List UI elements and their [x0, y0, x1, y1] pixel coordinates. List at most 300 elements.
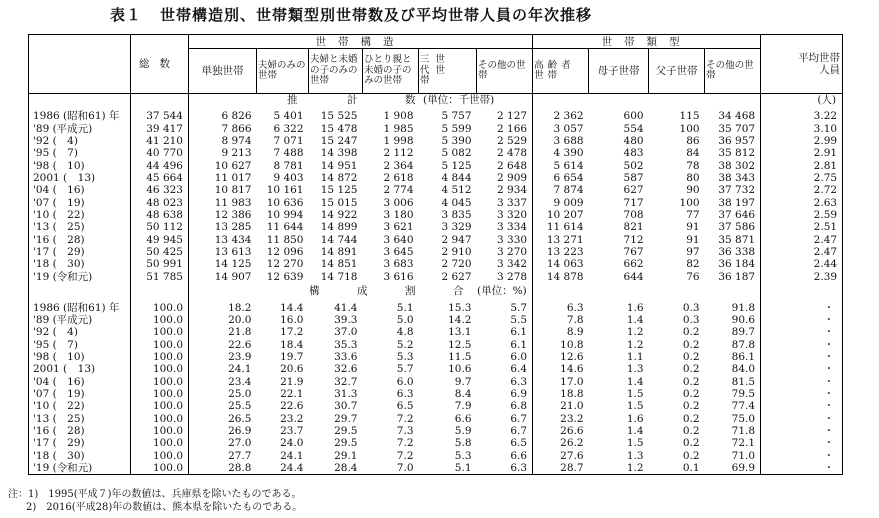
- table-cell: 7 866: [221, 122, 252, 135]
- table-cell: 2.63: [761, 197, 843, 209]
- table-cell: 26.2: [560, 437, 584, 450]
- table-cell: 5.0: [396, 313, 414, 326]
- caption-ratio-c: 割: [405, 285, 416, 298]
- table-cell: 17.0: [560, 375, 584, 388]
- table-row: [29, 351, 843, 363]
- table-cell: 2 362: [553, 110, 584, 123]
- table-cell: 5.1: [419, 462, 477, 475]
- table-cell: 3 330: [477, 234, 533, 246]
- caption-ratio-b: 成: [357, 285, 368, 298]
- table-row: [29, 400, 843, 412]
- table-cell: 4 045: [441, 196, 472, 209]
- table-row: [29, 413, 843, 425]
- row-year: '16 ( 28): [29, 425, 131, 437]
- table-cell: 29.5: [334, 437, 358, 450]
- section-caption-ratio: [29, 285, 843, 297]
- table-cell: 23.2: [280, 412, 304, 425]
- table-cell: 1 908: [383, 110, 414, 123]
- table-body: [29, 94, 843, 475]
- table-cell: 0.2: [682, 424, 700, 437]
- row-year: '18 ( 30): [29, 258, 131, 270]
- table-cell: 40 770: [131, 147, 189, 159]
- table-cell: 80: [686, 172, 700, 185]
- table-cell: 6.6: [454, 412, 472, 425]
- table-cell: 2.51: [761, 221, 843, 233]
- table-cell: 1.5: [626, 387, 644, 400]
- table-cell: 13 223: [546, 246, 584, 259]
- table-cell: 2.44: [761, 258, 843, 270]
- table-cell: 51 785: [131, 271, 189, 285]
- table-cell: 24.1: [280, 449, 304, 462]
- table-cell: 22.6: [280, 400, 304, 413]
- table-cell: 41 210: [131, 135, 189, 147]
- table-cell: 10 636: [266, 196, 304, 209]
- table-cell: 1.6: [626, 301, 644, 314]
- header-avg-members: [761, 35, 843, 94]
- table-cell: 5.3: [396, 350, 414, 363]
- table-cell: 5 390: [441, 135, 472, 148]
- table-cell: 100.0: [131, 413, 189, 425]
- table-cell: 15 478: [320, 122, 358, 135]
- table-row: [29, 147, 843, 159]
- table-cell: 2 618: [383, 172, 414, 185]
- table-cell: 41.4: [334, 301, 358, 314]
- table-cell: 11 644: [266, 221, 304, 234]
- table-cell: 8 974: [221, 135, 252, 148]
- footnote-2: 2) 2016(平成28)年の数値は、熊本県を除いたものである。: [26, 502, 303, 513]
- table-cell: 15 015: [320, 196, 358, 209]
- table-cell: 13 613: [214, 246, 252, 259]
- table-cell: 6.3: [477, 376, 533, 388]
- table-cell: 483: [623, 147, 644, 160]
- table-cell: 6.9: [477, 388, 533, 400]
- table-cell: 3 270: [477, 246, 533, 258]
- table-cell: 3 342: [477, 258, 533, 270]
- table-cell: 36 184: [705, 258, 761, 270]
- header-couple-children-label: 夫婦と未婚の子のみの世帯: [310, 54, 358, 87]
- table-cell: 16.0: [280, 313, 304, 326]
- table-cell: 4 512: [441, 184, 472, 197]
- table-cell: 75.0: [705, 413, 761, 425]
- table-cell: ・: [761, 376, 843, 388]
- table-cell: ・: [761, 450, 843, 462]
- row-year: '07 ( 19): [29, 197, 131, 209]
- table-cell: 0.2: [682, 326, 700, 339]
- header-three-generation-label: 三世代世帯: [420, 54, 452, 87]
- table-row: [29, 106, 843, 122]
- table-cell: 10 994: [266, 209, 304, 222]
- table-cell: 6 654: [553, 172, 584, 185]
- table-cell: 35 812: [705, 147, 761, 159]
- table-cell: 10 161: [266, 184, 304, 197]
- table-cell: 10 817: [214, 184, 252, 197]
- table-cell: ・: [761, 388, 843, 400]
- table-cell: 0.2: [682, 363, 700, 376]
- table-cell: 86: [686, 135, 700, 148]
- table-row: [29, 209, 843, 221]
- table-row: [29, 123, 843, 135]
- table-cell: 14 922: [320, 209, 358, 222]
- row-year: '04 ( 16): [29, 184, 131, 196]
- table-cell: 3 334: [477, 221, 533, 233]
- table-cell: 37 732: [705, 184, 761, 196]
- table-row: [29, 221, 843, 233]
- table-cell: 3 835: [441, 209, 472, 222]
- table-cell: 12.6: [560, 350, 584, 363]
- row-year: '98 ( 10): [29, 160, 131, 172]
- table-cell: 9 403: [273, 172, 304, 185]
- table-cell: 3 320: [477, 209, 533, 221]
- table-cell: 76: [686, 270, 700, 283]
- row-year: 1986 (昭和61) 年: [29, 106, 131, 122]
- header-single-parent-label: ひとり親と未婚の子のみの世帯: [364, 54, 412, 87]
- table-cell: 24.4: [257, 462, 309, 475]
- table-cell: 15 247: [320, 135, 358, 148]
- table-row: [29, 388, 843, 400]
- table-cell: 14.4: [280, 301, 304, 314]
- table-cell: 6.4: [477, 363, 533, 375]
- table-cell: 708: [623, 209, 644, 222]
- table-cell: 86.1: [705, 351, 761, 363]
- table-cell: 71.8: [705, 425, 761, 437]
- table-cell: 14 718: [320, 270, 358, 283]
- table-cell: 5.3: [454, 449, 472, 462]
- table-cell: 24.0: [280, 437, 304, 450]
- table-cell: 9 009: [553, 196, 584, 209]
- table-cell: 14.2: [448, 313, 472, 326]
- table-cell: 7.2: [396, 437, 414, 450]
- table-cell: 11 983: [214, 196, 252, 209]
- table-cell: 46 323: [131, 184, 189, 196]
- table-cell: 100.0: [131, 363, 189, 375]
- row-year: '89 (平成元): [29, 314, 131, 326]
- table-cell: 10.8: [560, 338, 584, 351]
- table-cell: 14 063: [546, 258, 584, 271]
- table-cell: 69.9: [705, 462, 761, 475]
- footnotes: [8, 488, 708, 514]
- table-cell: 5.7: [396, 363, 414, 376]
- table-cell: 14 872: [320, 172, 358, 185]
- table-cell: 29.5: [334, 424, 358, 437]
- table-cell: 0.1: [649, 462, 705, 475]
- table-cell: 100.0: [131, 437, 189, 449]
- table-cell: 2.39: [761, 271, 843, 285]
- table-cell: 78: [686, 159, 700, 172]
- table-cell: 48 023: [131, 197, 189, 209]
- row-year: '10 ( 22): [29, 209, 131, 221]
- row-year: '89 (平成元): [29, 123, 131, 135]
- table-cell: ・: [761, 400, 843, 412]
- table-cell: 5 125: [441, 159, 472, 172]
- table-cell: 36 187: [705, 271, 761, 285]
- table-cell: 91: [686, 233, 700, 246]
- table-cell: 100.0: [131, 314, 189, 326]
- table-row: [29, 172, 843, 184]
- table-cell: 14 125: [214, 258, 252, 271]
- table-cell: 2 774: [383, 184, 414, 197]
- table-cell: 2.75: [761, 172, 843, 184]
- table-cell: 7.8: [566, 313, 584, 326]
- table-cell: 13 285: [214, 221, 252, 234]
- table-cell: 100: [679, 196, 700, 209]
- table-cell: 14 744: [320, 233, 358, 246]
- table-cell: 5 757: [441, 110, 472, 123]
- header-group-type: 世帯類型: [533, 35, 761, 49]
- table-cell: 0.2: [682, 449, 700, 462]
- table-cell: 6.5: [477, 437, 533, 449]
- table-cell: 34 468: [705, 106, 761, 122]
- table-cell: 10 627: [214, 159, 252, 172]
- table-cell: 39.3: [334, 313, 358, 326]
- table-row: [29, 298, 843, 314]
- table-cell: 3 645: [383, 246, 414, 259]
- table-cell: 3 683: [383, 258, 414, 271]
- table-row: [29, 363, 843, 375]
- table-cell: 27.0: [228, 437, 252, 450]
- table-cell: 6 826: [221, 110, 252, 123]
- table-cell: 6.3: [566, 301, 584, 314]
- table-cell: 35 707: [705, 123, 761, 135]
- table-cell: 3.10: [761, 123, 843, 135]
- table-cell: 13 434: [214, 233, 252, 246]
- table-cell: 100: [679, 122, 700, 135]
- table-cell: 7 488: [273, 147, 304, 160]
- table-row: [29, 184, 843, 196]
- table-cell: 10 207: [546, 209, 584, 222]
- table-cell: 2.59: [761, 209, 843, 221]
- table-cell: 15.3: [448, 301, 472, 314]
- table-cell: 23.9: [228, 350, 252, 363]
- table-cell: 480: [623, 135, 644, 148]
- table-cell: 0.2: [682, 375, 700, 388]
- table-cell: 11 614: [546, 221, 584, 234]
- header-avg-members-label: 平均世帯人員: [798, 52, 841, 76]
- table-cell: 3 180: [383, 209, 414, 222]
- table-cell: 100.0: [131, 425, 189, 437]
- table-row: [29, 258, 843, 270]
- table-cell: 18.2: [228, 301, 252, 314]
- table-cell: 115: [679, 110, 700, 123]
- table-cell: ・: [761, 326, 843, 338]
- table-cell: 14 899: [320, 221, 358, 234]
- table-cell: 717: [623, 196, 644, 209]
- table-cell: 2 720: [441, 258, 472, 271]
- table-cell: 26.9: [228, 424, 252, 437]
- table-cell: 50 425: [131, 246, 189, 258]
- table-cell: 35 871: [705, 234, 761, 246]
- table-cell: 100.0: [131, 351, 189, 363]
- table-cell: 3 329: [441, 221, 472, 234]
- table-cell: 15 525: [320, 110, 358, 123]
- table-cell: 3 337: [477, 197, 533, 209]
- table-row: [29, 271, 843, 285]
- table-cell: 49 945: [131, 234, 189, 246]
- table-cell: 1 998: [383, 135, 414, 148]
- table-cell: 5.8: [454, 437, 472, 450]
- table-row: [29, 160, 843, 172]
- table-cell: 3 278: [477, 271, 533, 285]
- header-couple-label: 夫婦のみの世帯: [258, 59, 306, 81]
- table-cell: 91.8: [705, 298, 761, 314]
- table-cell: 0.2: [682, 350, 700, 363]
- table-cell: 6.3: [396, 387, 414, 400]
- table-cell: 77.4: [705, 400, 761, 412]
- table-cell: 0.2: [682, 412, 700, 425]
- caption-count-a: 推: [287, 94, 298, 106]
- row-year: '92 ( 4): [29, 135, 131, 147]
- table-cell: 38 343: [705, 172, 761, 184]
- header-other-type-label: その他の世帯: [706, 59, 754, 81]
- table-cell: 6.7: [477, 425, 533, 437]
- table-cell: 627: [623, 184, 644, 197]
- table-cell: 44 496: [131, 160, 189, 172]
- table-cell: 11.5: [448, 350, 472, 363]
- table-cell: 5.1: [396, 301, 414, 314]
- table-cell: 28.8: [189, 462, 257, 475]
- row-year: 1986 (昭和61) 年: [29, 298, 131, 314]
- header-elderly: [533, 49, 589, 94]
- row-year: '18 ( 30): [29, 450, 131, 462]
- table-cell: 14 907: [214, 270, 252, 283]
- table-cell: 14 398: [320, 147, 358, 160]
- table-cell: 91: [686, 221, 700, 234]
- table-cell: 26.6: [560, 424, 584, 437]
- table-cell: 644: [623, 270, 644, 283]
- table-cell: 1.5: [626, 400, 644, 413]
- row-year: '17 ( 29): [29, 246, 131, 258]
- header-other-structure-label: その他の世帯: [478, 59, 526, 81]
- table-cell: 28.7: [533, 462, 589, 475]
- table-cell: 15 125: [320, 184, 358, 197]
- header-other-structure: [477, 49, 533, 94]
- caption-ratio-d: 合: [453, 285, 464, 298]
- caption-person-unit: (人): [761, 94, 843, 107]
- footnote-1: 注：1) 1995(平成７)年の数値は、兵庫県を除いたものである。: [8, 489, 302, 500]
- table-cell: 19.7: [280, 350, 304, 363]
- table-cell: 21.8: [228, 326, 252, 339]
- table-cell: 12 639: [266, 270, 304, 283]
- table-cell: 33.6: [334, 350, 358, 363]
- table-cell: 37 646: [705, 209, 761, 221]
- table-cell: 31.3: [334, 387, 358, 400]
- table-cell: 29.1: [334, 449, 358, 462]
- table-cell: 6.6: [477, 450, 533, 462]
- page-title: [110, 4, 770, 25]
- table-cell: 11 017: [214, 172, 252, 185]
- table-row: [29, 437, 843, 449]
- table-cell: ・: [761, 363, 843, 375]
- table-cell: 37.0: [334, 326, 358, 339]
- table-cell: ・: [761, 413, 843, 425]
- table-cell: 36 957: [705, 135, 761, 147]
- table-cell: 38 197: [705, 197, 761, 209]
- table-cell: 8 781: [273, 159, 304, 172]
- table-cell: 502: [623, 159, 644, 172]
- table-cell: 0.2: [682, 400, 700, 413]
- row-year: '13 ( 25): [29, 413, 131, 425]
- table-cell: 14 878: [546, 270, 584, 283]
- table-row: [29, 339, 843, 351]
- table-cell: 662: [623, 258, 644, 271]
- table-cell: 13.1: [448, 326, 472, 339]
- table-cell: 5.2: [396, 338, 414, 351]
- row-year: '98 ( 10): [29, 351, 131, 363]
- table-cell: 12 386: [214, 209, 252, 222]
- table-cell: 6.0: [396, 375, 414, 388]
- table-cell: 36 338: [705, 246, 761, 258]
- table-cell: 1.1: [626, 350, 644, 363]
- table-cell: 3 057: [553, 122, 584, 135]
- row-year: '95 ( 7): [29, 147, 131, 159]
- section-caption-count: [29, 94, 843, 107]
- table-cell: 26.5: [228, 412, 252, 425]
- table-cell: 97: [686, 246, 700, 259]
- table-cell: 14 891: [320, 246, 358, 259]
- table-cell: 14 951: [320, 159, 358, 172]
- header-single: 単独世帯: [189, 49, 257, 94]
- table-cell: 7.0: [363, 462, 419, 475]
- table-cell: 39 417: [131, 123, 189, 135]
- table-cell: 1.2: [589, 462, 649, 475]
- table-cell: 2 947: [441, 233, 472, 246]
- table-cell: 767: [623, 246, 644, 259]
- table-cell: 3 621: [383, 221, 414, 234]
- table-cell: 100.0: [131, 450, 189, 462]
- table-cell: 6.1: [477, 326, 533, 338]
- table-cell: 6.5: [396, 400, 414, 413]
- table-row: [29, 425, 843, 437]
- table-cell: 100.0: [131, 400, 189, 412]
- header-single-parent: [363, 49, 419, 94]
- table-title: 世帯構造別、世帯類型別世帯数及び平均世帯人員の年次推移: [160, 6, 593, 24]
- table-cell: 48 638: [131, 209, 189, 221]
- caption-count-c: 数: [405, 94, 416, 106]
- table-cell: 37 586: [705, 221, 761, 233]
- table-row: [29, 197, 843, 209]
- table-cell: 3.22: [761, 106, 843, 122]
- header-other-type: [705, 49, 761, 94]
- table-cell: 5 614: [553, 159, 584, 172]
- table-cell: 5.7: [477, 298, 533, 314]
- table-cell: 821: [623, 221, 644, 234]
- table-cell: 6 322: [273, 122, 304, 135]
- table-cell: 600: [623, 110, 644, 123]
- row-year: '04 ( 16): [29, 376, 131, 388]
- table-cell: 1.5: [626, 437, 644, 450]
- table-cell: 24.1: [228, 363, 252, 376]
- table-cell: 22.1: [280, 387, 304, 400]
- table-cell: 1.3: [626, 363, 644, 376]
- table-cell: 7.9: [454, 400, 472, 413]
- table-cell: 5.9: [454, 424, 472, 437]
- table-cell: 3 688: [553, 135, 584, 148]
- table-cell: 6.8: [477, 400, 533, 412]
- table-cell: 1.4: [626, 313, 644, 326]
- header-three-generation: [419, 49, 477, 94]
- table-cell: ・: [761, 339, 843, 351]
- statistics-table: [28, 34, 843, 475]
- table-cell: 2 627: [441, 270, 472, 283]
- table-cell: 25.5: [228, 400, 252, 413]
- table-cell: 8.9: [566, 326, 584, 339]
- caption-ratio-unit: (単位：%): [477, 285, 527, 298]
- header-year: [29, 35, 131, 94]
- table-cell: 50 991: [131, 258, 189, 270]
- table-cell: 6.7: [477, 413, 533, 425]
- table-cell: 7 874: [553, 184, 584, 197]
- row-year: 2001 ( 13): [29, 172, 131, 184]
- table-cell: 7.2: [396, 412, 414, 425]
